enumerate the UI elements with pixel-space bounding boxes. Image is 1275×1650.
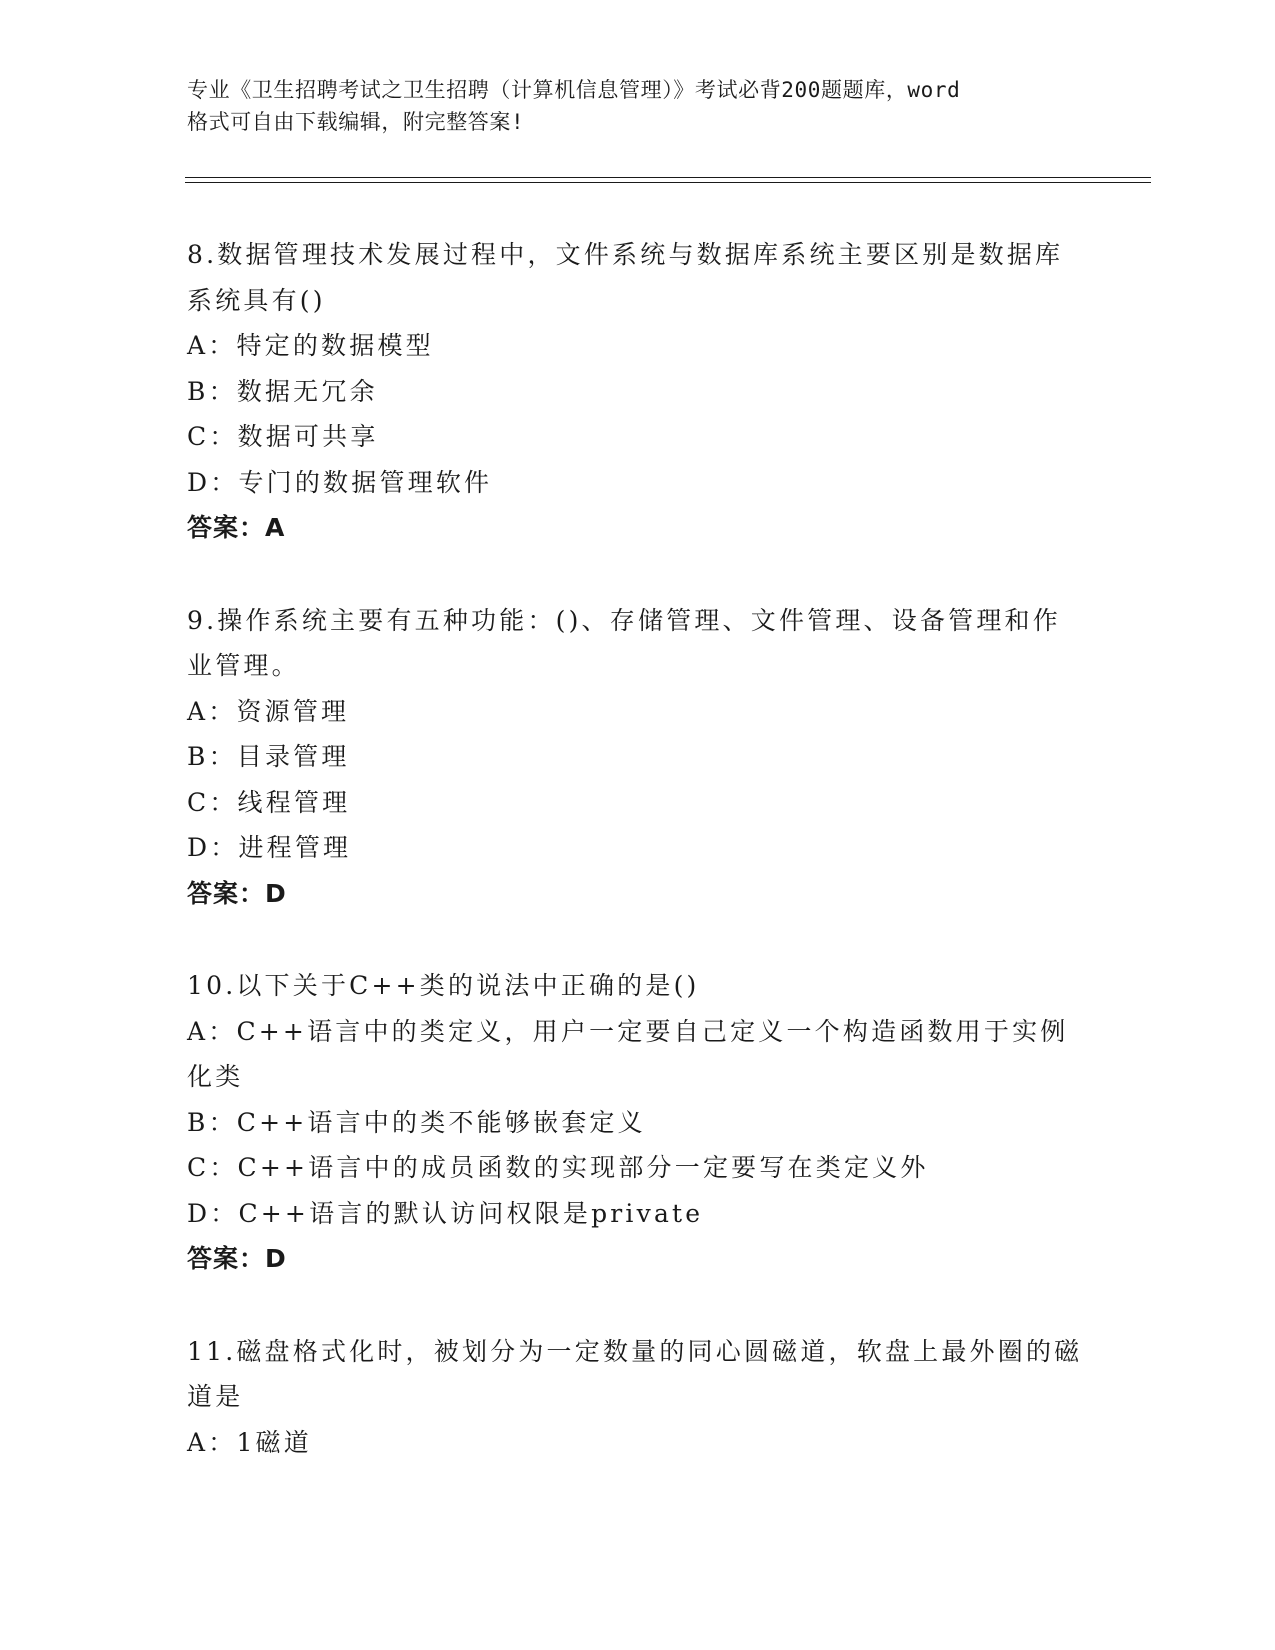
question-10 (187, 963, 1087, 1282)
question-text: 11.磁盘格式化时，被划分为一定数量的同心圆磁道，软盘上最外圈的磁道是 (187, 1336, 1083, 1411)
header-line-1: 专业《卫生招聘考试之卫生招聘（计算机信息管理）》考试必背200题题库，word (187, 78, 961, 102)
question-text: 10.以下关于C++类的说法中正确的是() (187, 971, 700, 1000)
document-header (187, 74, 1087, 138)
option-c: C：线程管理 (187, 787, 351, 817)
option-c: C：数据可共享 (187, 422, 379, 451)
question-list (187, 232, 1087, 1512)
answer-label: 答案：A (187, 513, 286, 542)
option-a: A：资源管理 (187, 696, 350, 726)
header-divider-bottom (185, 182, 1151, 183)
answer-label: 答案：D (187, 1244, 287, 1273)
question-8 (187, 232, 1087, 551)
option-b: B：数据无冗余 (187, 376, 378, 406)
answer-label: 答案：D (187, 878, 287, 908)
question-9 (187, 598, 1087, 917)
question-text: 8.数据管理技术发展过程中，文件系统与数据库系统主要区别是数据库系统具有() (187, 240, 1064, 315)
option-c: C：C++语言中的成员函数的实现部分一定要写在类定义外 (187, 1153, 929, 1182)
question-11 (187, 1329, 1087, 1466)
question-text: 9.操作系统主要有五种功能：()、存储管理、文件管理、设备管理和作业管理。 (187, 605, 1061, 680)
option-a: A：C++语言中的类定义，用户一定要自己定义一个构造函数用于实例化类 (187, 1016, 1069, 1091)
option-b: B：C++语言中的类不能够嵌套定义 (187, 1107, 646, 1137)
header-divider-top (185, 177, 1151, 178)
option-d: D：C++语言的默认访问权限是private (187, 1198, 704, 1228)
option-b: B：目录管理 (187, 742, 350, 771)
option-a: A：特定的数据模型 (187, 331, 434, 360)
option-d: D：专门的数据管理软件 (187, 467, 493, 497)
header-line-2: 格式可自由下载编辑，附完整答案! (187, 110, 525, 134)
option-a: A：1磁道 (187, 1427, 312, 1457)
option-d: D：进程管理 (187, 833, 352, 862)
